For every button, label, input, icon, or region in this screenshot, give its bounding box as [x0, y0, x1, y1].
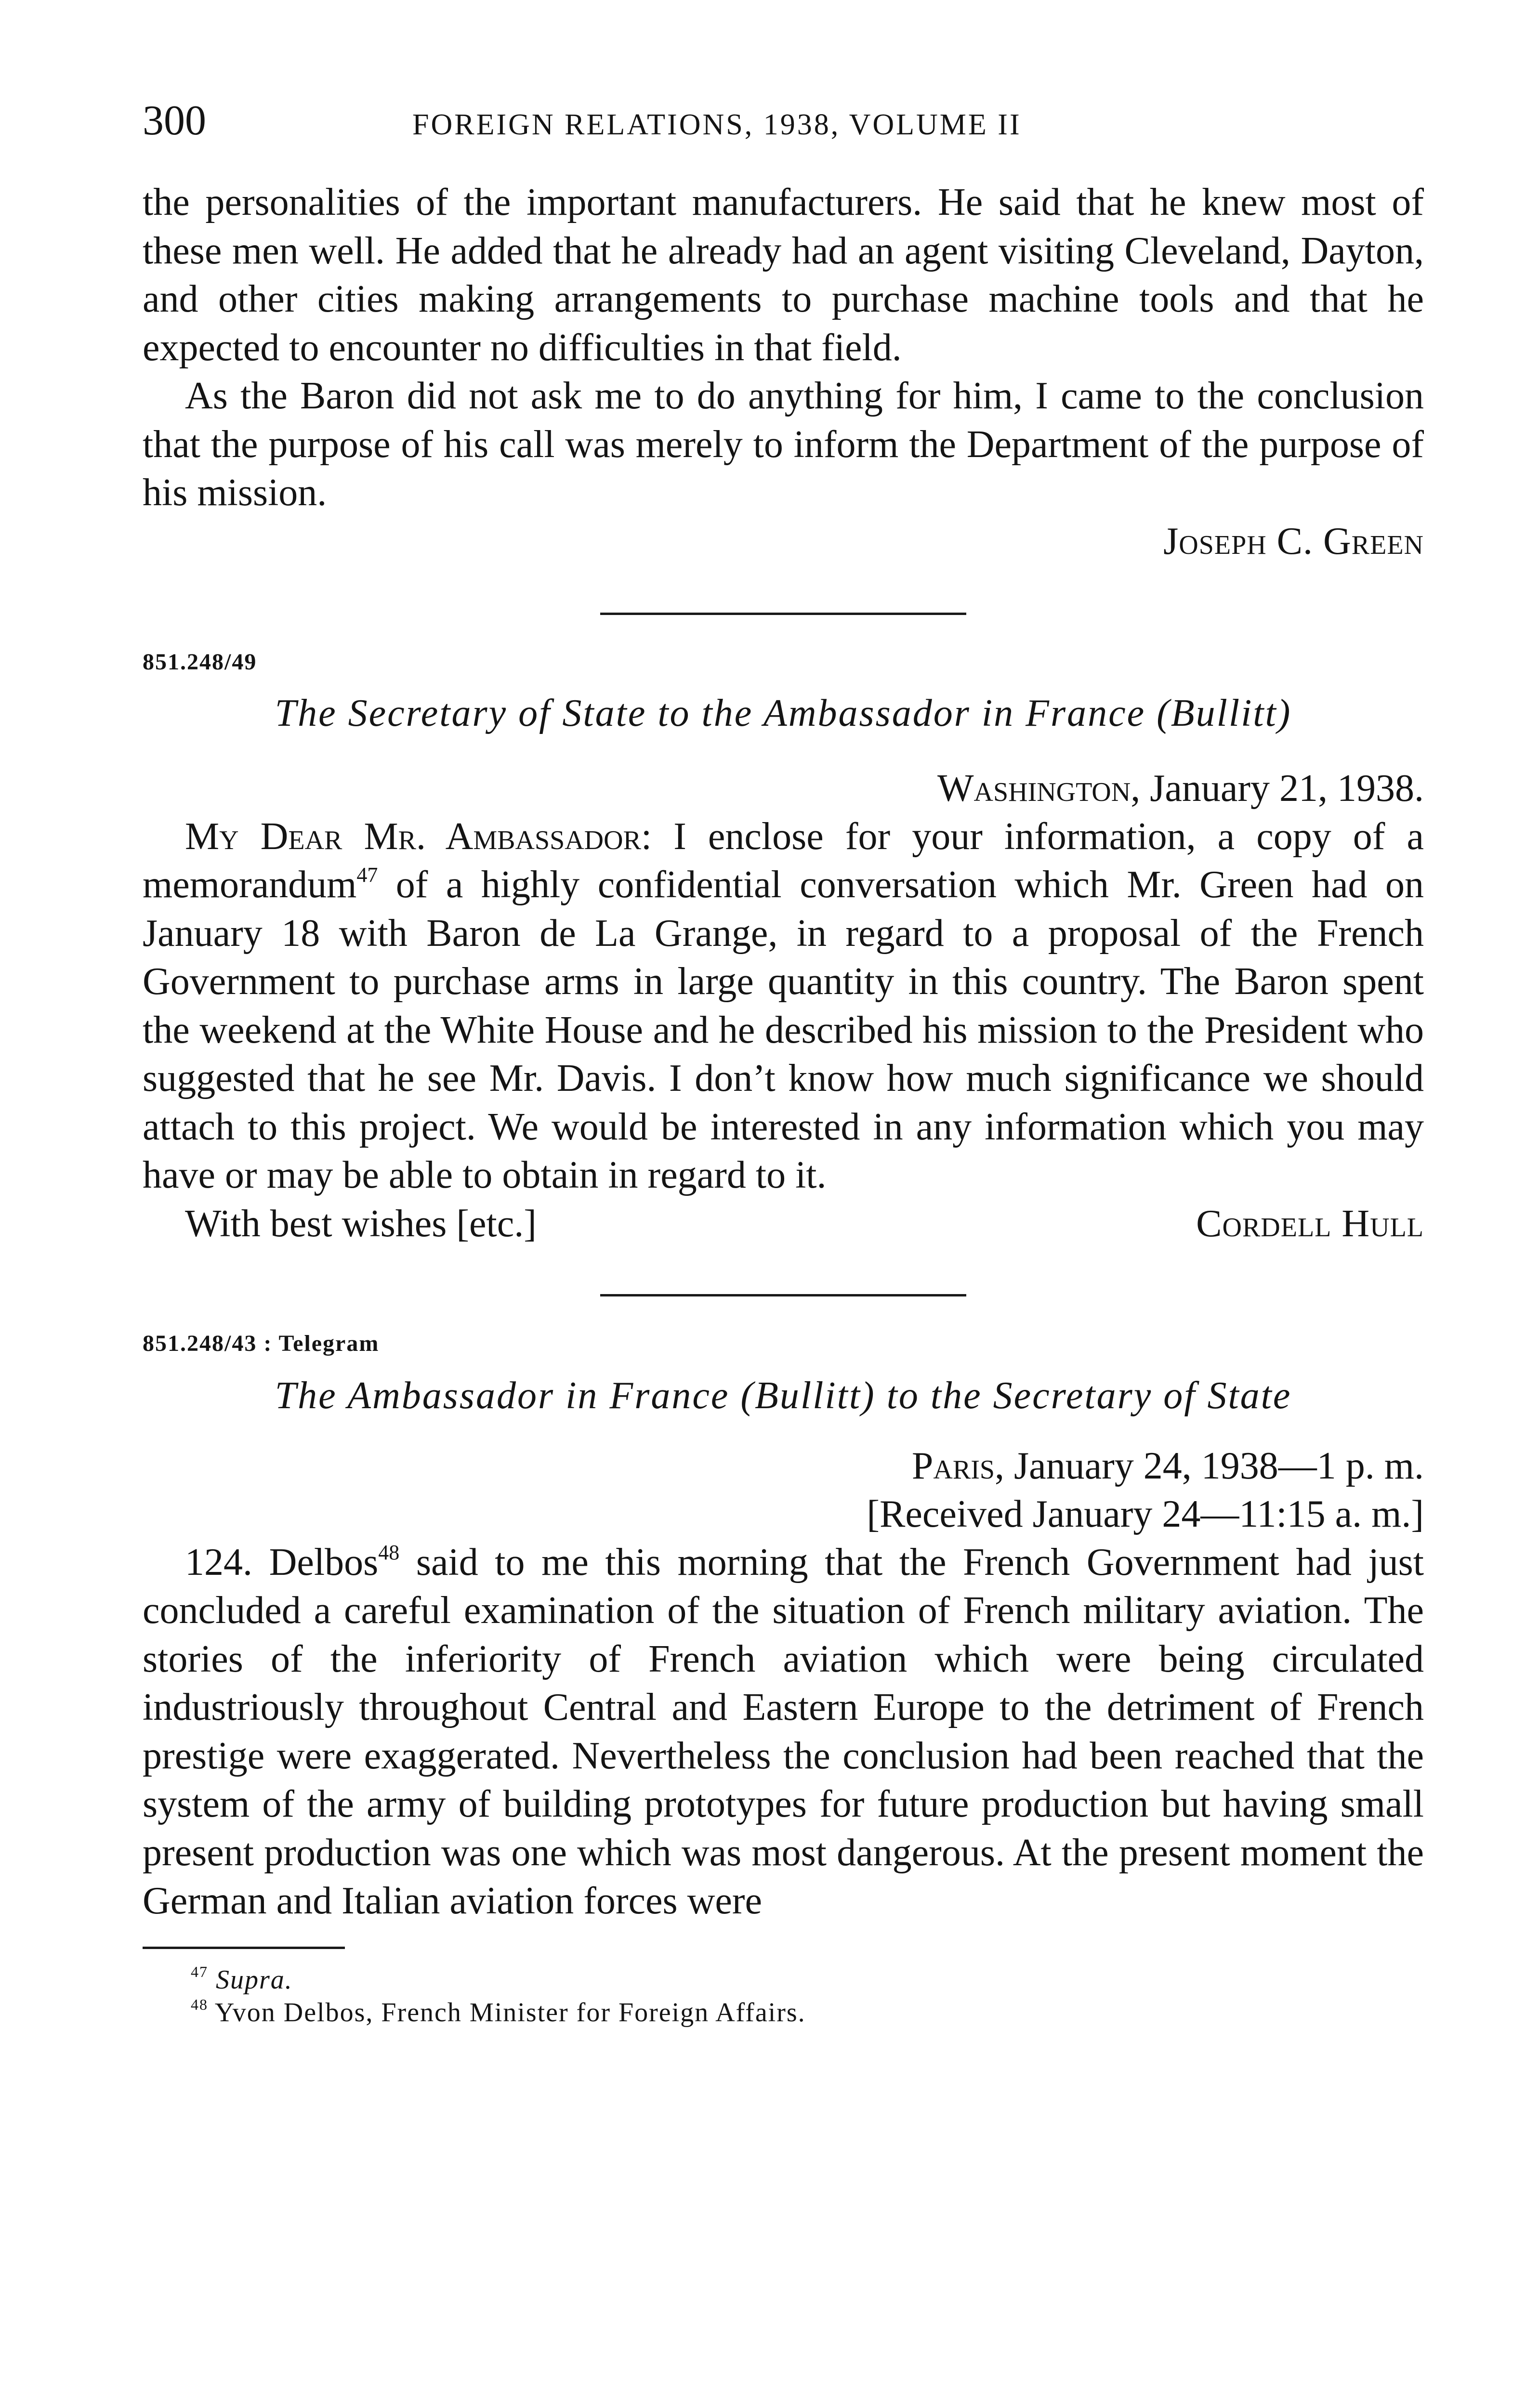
letter-body — [143, 812, 1424, 1200]
closing: With best wishes [etc.] — [185, 1202, 537, 1245]
telegram-dateline — [143, 1442, 1424, 1490]
closing-line — [143, 1200, 1424, 1248]
green-signature: Joseph C. Green — [1163, 520, 1424, 563]
salutation: My Dear Mr. Ambassador: — [185, 815, 652, 858]
file-number: 851.248/49 — [143, 649, 257, 675]
footnote-48-number: 48 — [191, 1995, 208, 2013]
telegram-dateline-place: Paris, — [911, 1444, 1004, 1487]
dateline — [143, 764, 1424, 812]
document-title: The Secretary of State to the Ambassador in France (Bullitt) — [275, 692, 1292, 734]
footnote-47 — [143, 1963, 1424, 1996]
footnote-ref-48: 48 — [378, 1540, 400, 1564]
document-page — [143, 96, 1424, 2029]
footnote-ref-47: 47 — [356, 863, 378, 887]
conclusion-paragraph: As the Baron did not ask me to do anything for him, I came to the conclusion that the purpose of his call was merely to inform the Department of the purpose of his mission. — [143, 375, 1424, 514]
telegram-title: The Ambassador in France (Bullitt) to the Secretary of State — [275, 1374, 1292, 1417]
telegram-file-number: 851.248/43 : Telegram — [143, 1330, 380, 1356]
page-header — [143, 96, 1424, 169]
section-divider — [600, 613, 966, 615]
footnote-47-number: 47 — [191, 1963, 208, 1980]
continued-paragraph: the personalities of the important manufacturers. He said that he knew most of these men well. He added that he already had an agent visiting Cleveland, Dayton, and other cities making arrangements to purchase machine tools and that he expected to encounter no difficulties in that field. — [143, 181, 1424, 369]
telegram-dateline-date: January 24, 1938—1 p. m. — [1004, 1444, 1424, 1487]
dateline-place: Washington, — [937, 767, 1141, 810]
hull-signature: Cordell Hull — [1196, 1202, 1424, 1245]
telegram-body-start: 124. Delbos — [185, 1541, 379, 1584]
footnote-48 — [143, 1996, 1424, 2029]
telegram-body-rest: said to me this morning that the French Government had just concluded a careful examination of the situation of French military aviation. The stories of the inferiority of French aviation which were being circulated industriously throughout Central and Eastern Europe to the detriment of French prestige were exaggerated. Nevertheless the conclusion had been reached that the system of the army of building prototypes for future production but having small present production was one which was most dangerous. At the present moment the German and Italian aviation forces were — [143, 1541, 1424, 1922]
footnote-47-text: Supra. — [216, 1964, 293, 1995]
letter-body-part2: of a highly confidential conversation which Mr. Green had on January 18 with Baron de La Grange, in regard to a proposal of the French Government to purchase arms in large quantity in this country. The Baron spent the weekend at the White House and he described his mission to the President who suggested that he see Mr. Davis. I don’t know how much significance we should attach to this project. We would be interested in any information which you may have or may be able to obtain in regard to it. — [143, 864, 1424, 1196]
page-number: 300 — [143, 97, 206, 144]
letter-body-part1: I enclose for your information, a copy of a memorandum — [143, 815, 1424, 906]
running-title: FOREIGN RELATIONS, 1938, VOLUME II — [412, 108, 1022, 141]
received-line: [Received January 24—11:15 a. m.] — [867, 1492, 1424, 1535]
footnote-rule — [143, 1947, 345, 1949]
section-divider — [600, 1294, 966, 1296]
telegram-body — [143, 1538, 1424, 1925]
dateline-date: January 21, 1938. — [1140, 767, 1424, 810]
footnote-48-text: Yvon Delbos, French Minister for Foreign Affairs. — [214, 1997, 806, 2028]
